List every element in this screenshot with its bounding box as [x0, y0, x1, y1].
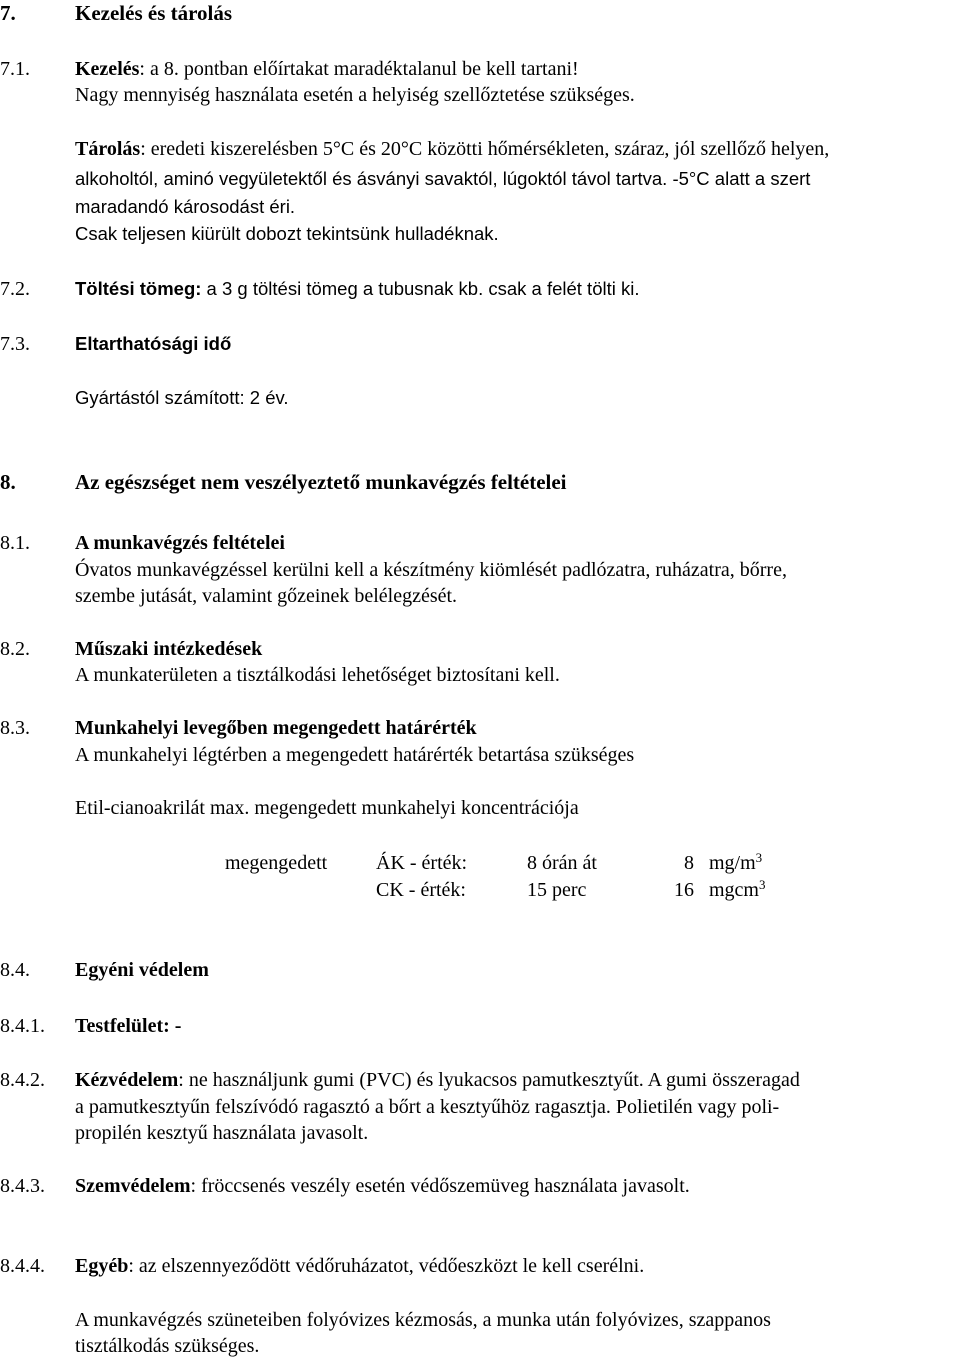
munkavegzes-label: A munkavégzés feltételei: [75, 532, 285, 554]
section-number: 7.1.: [0, 58, 30, 80]
munkavegzes-text-2: szembe jutását, valamint gőzeinek belélegzését.: [75, 585, 458, 607]
section-number: 8.2.: [0, 638, 30, 660]
section-number: 8.: [0, 470, 16, 494]
section-number: 7.2.: [0, 278, 30, 300]
toltesi-text: a 3 g töltési tömeg a tubusnak kb. csak a felét tölti ki.: [201, 278, 640, 299]
section-number: 7.: [0, 1, 16, 25]
tarolas-text: [75, 136, 829, 162]
szemvedelem-text: : fröccsenés veszély esetén védőszemüveg használata javasolt.: [190, 1175, 690, 1197]
szemvedelem-label: Szemvédelem: [75, 1175, 191, 1197]
egyeb-p2-text-2: tisztálkodás szükséges.: [75, 1335, 260, 1357]
kezvedelem-text-3: propilén kesztyű használata javasolt.: [75, 1122, 369, 1144]
tarolas-label: Tárolás: [75, 138, 141, 160]
eltarthatosag-label: Eltarthatósági idő: [75, 333, 232, 354]
eltarthatosag-text: Gyártástól számított: 2 év.: [75, 387, 289, 408]
limit-type: CK - érték:: [376, 879, 466, 901]
hatarertek-label: Munkahelyi levegőben megengedett határérték: [75, 717, 477, 739]
toltesi-label: Töltési tömeg:: [75, 278, 202, 299]
kezvedelem-text-1: : ne használjunk gumi (PVC) és lyukacsos pamutkesztyűt. A gumi összeragad: [178, 1069, 800, 1091]
szemvedelem-line: [75, 1173, 690, 1199]
limit-time: 15 perc: [527, 879, 587, 901]
testfelulet-label: Testfelület:: [75, 1015, 170, 1037]
limit-unit-exponent: 3: [759, 877, 766, 892]
egyeb-label: Egyéb: [75, 1255, 129, 1277]
limit-unit-exponent: 3: [755, 850, 763, 865]
muszaki-label: Műszaki intézkedések: [75, 638, 263, 660]
hatarertek-text-1: A munkahelyi légtérben a megengedett határérték betartása szükséges: [75, 744, 635, 766]
kezvedelem-label: Kézvédelem: [75, 1069, 179, 1091]
section-number: 7.3.: [0, 333, 30, 355]
limit-time: 8 órán át: [527, 852, 597, 874]
tarolas-text-3: maradandó károsodást éri.: [75, 196, 296, 217]
limit-unit-text: mg/m: [709, 852, 756, 874]
section-title: Az egészséget nem veszélyeztető munkavégzés feltételei: [75, 470, 567, 494]
limit-type: ÁK - érték:: [376, 852, 468, 874]
testfelulet-text: -: [169, 1015, 182, 1037]
section-title: Kezelés és tárolás: [75, 1, 233, 25]
egyeb-p2-text-1: A munkavégzés szüneteiben folyóvizes kézmosás, a munka után folyóvizes, szappanos: [75, 1309, 771, 1331]
limit-unit: [709, 877, 766, 903]
muszaki-text: A munkaterületen a tisztálkodási lehetőséget biztosítani kell.: [75, 664, 560, 686]
testfelulet-line: [75, 1013, 181, 1039]
tarolas-text-2: alkoholtól, aminó vegyületektől és ásványi savaktól, lúgoktól távol tartva. -5°C alatt a szert: [75, 168, 811, 189]
kezeles-label: Kezelés: [75, 58, 140, 80]
egyeb-line: [75, 1253, 644, 1279]
section-number: 8.3.: [0, 717, 30, 739]
munkavegzes-text-1: Óvatos munkavégzéssel kerülni kell a készítmény kiömlését padlózatra, ruházatra, bőrre,: [75, 559, 787, 581]
kezvedelem-text-2: a pamutkesztyűn felszívódó ragasztó a bőrt a kesztyűhöz ragasztja. Polietilén vagy poli-: [75, 1096, 780, 1118]
limit-value: 8: [684, 852, 694, 874]
section-number: 8.4.4.: [0, 1255, 45, 1277]
section-number: 8.4.2.: [0, 1069, 45, 1091]
tarolas-text-1: : eredeti kiszerelésben 5°C és 20°C közötti hőmérsékleten, száraz, jól szellőző helyen,: [140, 138, 830, 160]
hatarertek-text-2: Etil-cianoakrilát max. megengedett munkahelyi koncentrációja: [75, 797, 579, 819]
egyeb-text: : az elszennyeződött védőruházatot, védőeszközt le kell cserélni.: [128, 1255, 645, 1277]
kezvedelem-line-1: [75, 1067, 800, 1093]
limit-unit: [709, 850, 762, 876]
egyeni-vedelem-label: Egyéni védelem: [75, 959, 209, 981]
limit-value: 16: [674, 879, 694, 901]
section-number: 8.4.1.: [0, 1015, 45, 1037]
section-number: 8.1.: [0, 532, 30, 554]
kezeles-text-2: Nagy mennyiség használata esetén a helyiség szellőztetése szükséges.: [75, 84, 635, 106]
section-number: 8.4.: [0, 959, 30, 981]
tarolas-text-4: Csak teljesen kiürült dobozt tekintsünk hulladéknak.: [75, 223, 499, 244]
section-number: 8.4.3.: [0, 1175, 45, 1197]
limit-unit-text: mgcm: [709, 879, 759, 901]
toltesi-line: [75, 276, 640, 302]
kezeles-text: : a 8. pontban előírtakat maradéktalanul be kell tartani!: [139, 58, 579, 80]
kezeles-line: [75, 56, 579, 82]
limit-prefix: megengedett: [225, 852, 328, 874]
